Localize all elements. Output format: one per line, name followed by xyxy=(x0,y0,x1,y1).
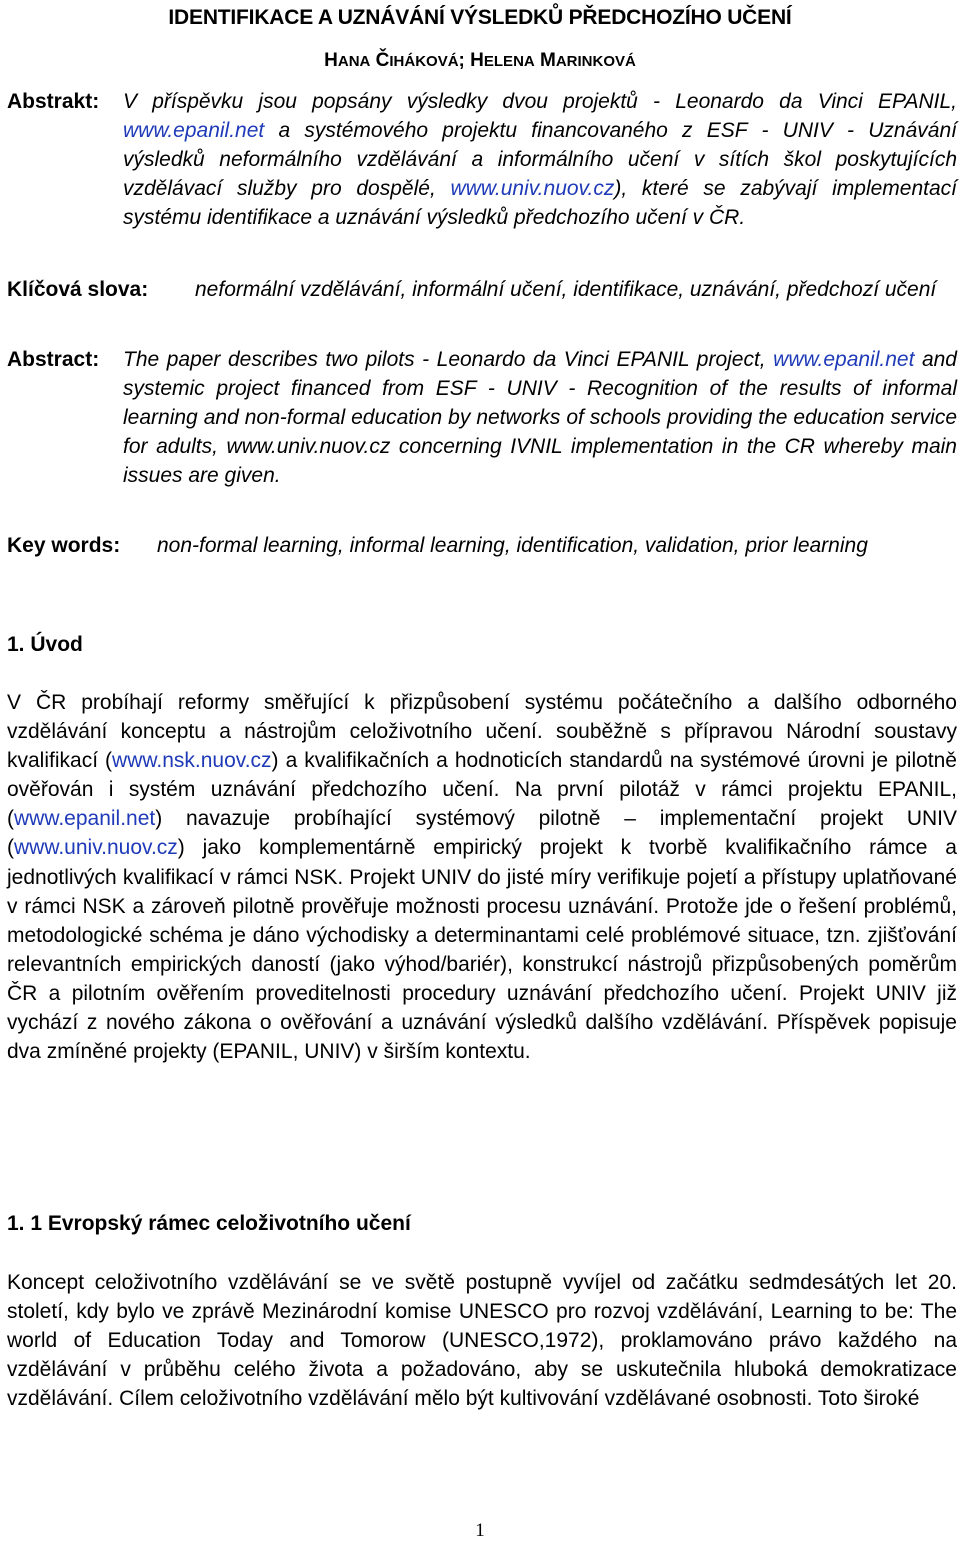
klicova-slova-label: Klíčová slova: xyxy=(7,278,149,301)
epanil-link-body[interactable]: www.epanil.net xyxy=(14,807,156,831)
intro-paragraph: V ČR probíhají reformy směřující k přizpůsobení systému počátečního a dalšího odborného vzdělávání konceptu a nástrojům celoživotního učení. souběžně s přípravou Národní soustavy kvalifikací (www.nsk.nuov.cz) a kvalifikačních a hodnoticích standardů na systémové úrovni je pilotně ověřován i systém uznávání předchozího učení. Na první pilotáž v rámci projektu EPANIL, (www.epanil.net) navazuje probíhající systémový pilotně – implementační projekt UNIV (www.univ.nuov.cz) jako komplementárně empirický projekt k tvorbě kvalifikačního rámce a jednotlivých kvalifikací v rámci NSK. Projekt UNIV do jisté míry verifikuje pojetí a přístupy uplatňované v rámci NSK a zároveň pilotně prověřuje možnosti procesu uznávání. Protože jde o řešení problémů, metodologické schéma je dáno východisky a determinantami celé problémové situace, tzn. zjišťování relevantních empirických daností (jako výhod/bariér), konstrukcí nástrojů přizpůsobených poměrům ČR a pilotním ověřením proveditelnosti procedury uznávání předchozího učení. Projekt UNIV již vychází z nového zákona o ověřování a uznávání výsledků dalšího vzdělávání. Příspěvek popisuje dva zmíněné projekty (EPANIL, UNIV) v širším kontextu. xyxy=(7,691,957,1064)
section-heading-evropsky-ramec: 1. 1 Evropský rámec celoživotního učení xyxy=(7,1212,411,1235)
keywords-label: Key words: xyxy=(7,534,121,557)
klicova-slova-block xyxy=(7,275,957,304)
epanil-link-en[interactable]: www.epanil.net xyxy=(773,348,915,371)
univ-link[interactable]: www.univ.nuov.cz xyxy=(450,177,615,200)
abstract-text: The paper describes two pilots - Leonardo da Vinci EPANIL project, www.epanil.net and systemic project financed from ESF - UNIV - Recognition of the results of informal learning and non-formal education by networks of schools providing the education service for adults, www.univ.nuov.cz concerning IVNIL implementation in the CR whereby main issues are given. xyxy=(123,348,957,487)
abstract-block xyxy=(7,345,957,487)
keywords-block xyxy=(7,531,957,560)
paper-title: IDENTIFIKACE A UZNÁVÁNÍ VÝSLEDKŮ PŘEDCHOZÍHO UČENÍ xyxy=(168,6,792,29)
nsk-link[interactable]: www.nsk.nuov.cz xyxy=(112,749,272,773)
univ-link-body[interactable]: www.univ.nuov.cz xyxy=(14,836,178,860)
klicova-slova-text: neformální vzdělávání, informální učení, identifikace, uznávání, předchozí učení xyxy=(195,278,937,301)
abstract-label: Abstract: xyxy=(7,348,100,371)
epanil-link[interactable]: www.epanil.net xyxy=(123,119,265,142)
section-heading-uvod: 1. Úvod xyxy=(7,633,83,656)
section-1-1-paragraph: Koncept celoživotního vzdělávání se ve světě postupně vyvíjel od začátku sedmdesátých let 20. století, kdy bylo ve zprávě Mezinárodní komise UNESCO pro rozvoj vzdělávání, Learning to be: The world of Education Today and Tomorow (UNESCO,1972), proklamováno právo každého na vzdělávání v průběhu celého života a požadováno, aby se uskutečnila hluboká demokratizace vzdělávání. Cílem celoživotního vzdělávání mělo být kultivování vzdělávané osobnosti. Toto široké xyxy=(7,1271,957,1411)
abstrakt-label: Abstrakt: xyxy=(7,90,100,113)
keywords-text: non-formal learning, informal learning, identification, validation, prior learning xyxy=(157,534,868,557)
authors: HANA ČIHÁKOVÁ; HELENA MARINKOVÁ xyxy=(324,50,636,71)
abstrakt-block xyxy=(7,87,958,229)
abstrakt-text: V příspěvku jsou popsány výsledky dvou projektů - Leonardo da Vinci EPANIL, www.epanil.net a systémového projektu financovaného z ESF - UNIV - Uznávání výsledků neformálního vzdělávání a informálního učení v sítích škol poskytujících vzdělávací služby pro dospělé, www.univ.nuov.cz), které se zabývají implementací systému identifikace a uznávání výsledků předchozího učení v ČR. xyxy=(123,90,958,229)
page-number: 1 xyxy=(475,1520,485,1541)
